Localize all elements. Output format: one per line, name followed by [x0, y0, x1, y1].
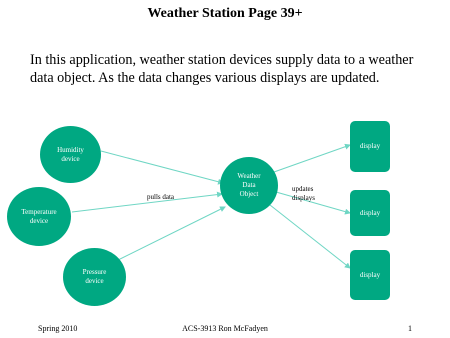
- weather-data-object-label: Weather Data Object: [237, 172, 261, 198]
- arrow-pressure-to-weather-data: [110, 207, 225, 264]
- display-node-2: [350, 190, 390, 236]
- slide-body-text: In this application, weather station devices supply data to a weather data object. As the data changes various displays are updated.: [30, 52, 414, 86]
- footer-course: ACS-3913 Ron McFadyen: [182, 324, 268, 333]
- updates-displays-label: updates displays: [292, 185, 315, 202]
- display-node-3: [350, 250, 390, 300]
- arrow-weather-data-to-display-1: [274, 145, 350, 172]
- weather-data-object-node: [220, 157, 278, 214]
- pressure-device-node: [63, 248, 126, 306]
- display-1-label: display: [359, 142, 381, 150]
- pulls-data-label: pulls data: [147, 193, 175, 201]
- arrow-weather-data-to-display-3: [270, 205, 350, 268]
- temperature-device-node: [7, 187, 71, 246]
- slide-title: Weather Station Page 39+: [147, 6, 303, 21]
- humidity-device-node: [40, 126, 101, 183]
- display-2-label: display: [359, 208, 381, 217]
- arrow-humidity-to-weather-data: [101, 151, 223, 183]
- humidity-device-label: Humidity device: [57, 145, 84, 163]
- footer-date: Spring 2010: [38, 324, 78, 333]
- pressure-device-label: Pressure device: [82, 268, 107, 285]
- temperature-device-label: Temperature device: [21, 207, 57, 225]
- display-3-label: display: [359, 270, 381, 279]
- footer-page-number: 1: [408, 324, 412, 333]
- display-node-1: [350, 121, 390, 172]
